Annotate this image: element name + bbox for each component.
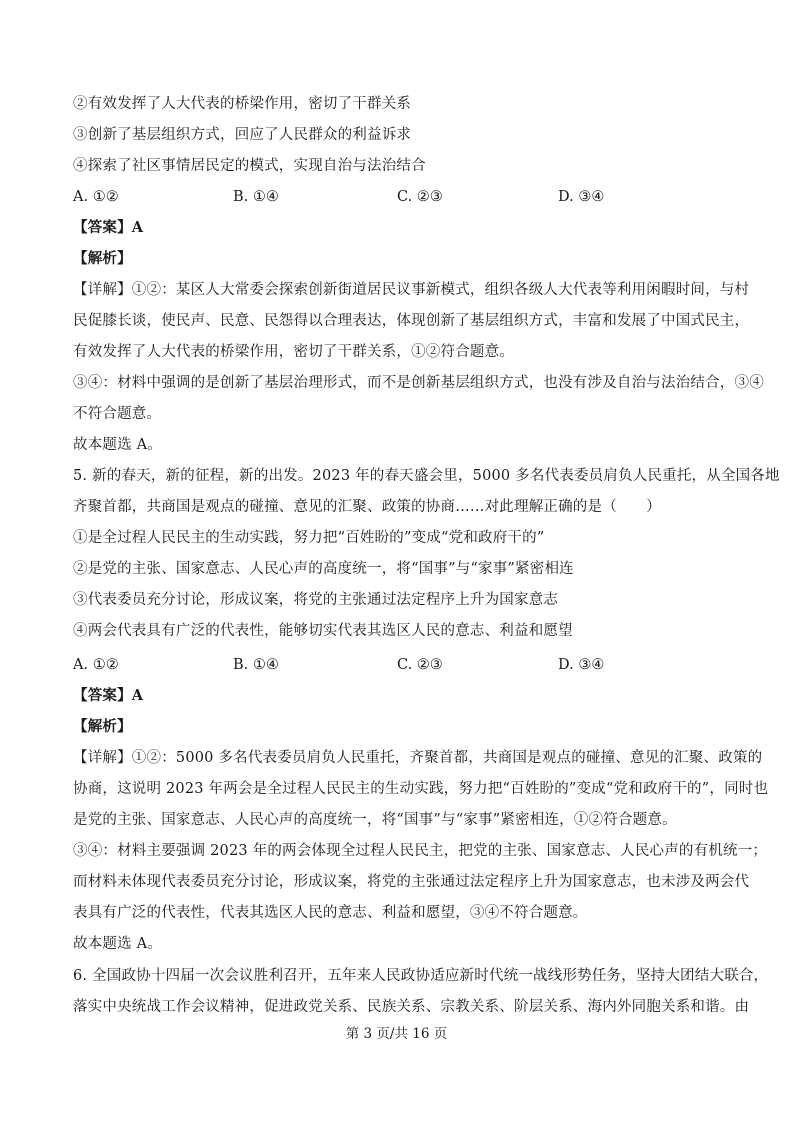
q5-detail-line: ③④：材料主要强调 2023 年的两会体现全过程人民民主，把党的主张、国家意志、人民心声的有机统一； xyxy=(73,843,768,859)
q4-detail-line: 民促膝长谈，使民声、民意、民怨得以合理表达，体现创新了基层组织方式，丰富和发展了中国式民主， xyxy=(73,313,750,329)
q5-stem-line: 5. 新的春天，新的征程，新的出发。2023 年的春天盛会里，5000 多名代表委员肩负人民重托，从全国各地 xyxy=(73,468,780,484)
q4-detail-line: 不符合题意。 xyxy=(73,406,162,422)
page-number-footer: 第 3 页/共 16 页 xyxy=(345,1026,448,1042)
q4-choice-d: D. ③④ xyxy=(558,189,605,205)
q5-option-1: ①是全过程人民民主的生动实践，努力把“百姓盼的”变成“党和政府干的” xyxy=(73,530,545,546)
q5-analysis-heading: 【解析】 xyxy=(73,718,132,735)
q5-detail-line: 是党的主张、国家意志、人民心声的高度统一，将“国事”与“家事”紧密相连，①②符合题意。 xyxy=(73,812,677,828)
q5-option-4: ④两会代表具有广泛的代表性，能够切实代表其选区人民的意志、利益和愿望 xyxy=(73,623,573,639)
q5-detail-line: 协商，这说明 2023 年两会是全过程人民民主的生动实践，努力把“百姓盼的”变成“党和政府干的”，同时也 xyxy=(73,781,769,797)
q4-choice-c: C. ②③ xyxy=(397,189,443,205)
q4-option-4: ④探索了社区事情居民定的模式，实现自治与法治结合 xyxy=(73,158,426,174)
q4-analysis-heading: 【解析】 xyxy=(73,250,132,267)
q6-stem-line: 6. 全国政协十四届一次会议胜利召开，五年来人民政协适应新时代统一战线形势任务，坚持大团结大联合， xyxy=(73,968,769,984)
q5-detail-line: 表具有广泛的代表性，代表其选区人民的意志、利益和愿望，③④不符合题意。 xyxy=(73,905,588,921)
q4-detail-line: 【详解】①②：某区人大常委会探索创新街道居民议事新模式，组织各级人大代表等利用闲暇时间，与村 xyxy=(73,282,750,298)
q4-option-3: ③创新了基层组织方式，回应了人民群众的利益诉求 xyxy=(73,127,412,143)
q4-conclusion: 故本题选 A。 xyxy=(73,437,162,453)
q4-choice-b: B. ①④ xyxy=(233,189,279,205)
q5-option-2: ②是党的主张、国家意志、人民心声的高度统一，将“国事”与“家事”紧密相连 xyxy=(73,561,574,577)
q6-stem-line: 落实中央统战工作会议精神，促进政党关系、民族关系、宗教关系、阶层关系、海内外同胞关系和谐。由 xyxy=(73,999,750,1015)
q5-choice-c: C. ②③ xyxy=(397,657,443,673)
q4-detail-line: 有效发挥了人大代表的桥梁作用，密切了干群关系，①②符合题意。 xyxy=(73,344,514,360)
q5-choice-a: A. ①② xyxy=(73,657,119,673)
q4-detail-line: ③④：材料中强调的是创新了基层治理形式，而不是创新基层组织方式，也没有涉及自治与法治结合，③④ xyxy=(73,375,764,391)
q4-option-2: ②有效发挥了人大代表的桥梁作用，密切了干群关系 xyxy=(73,96,412,112)
q5-detail-line: 【详解】①②：5000 多名代表委员肩负人民重托，齐聚首都，共商国是观点的碰撞、意见的汇聚、政策的 xyxy=(73,750,763,766)
q5-conclusion: 故本题选 A。 xyxy=(73,936,162,952)
q5-choice-d: D. ③④ xyxy=(558,657,605,673)
q5-choice-b: B. ①④ xyxy=(233,657,279,673)
q5-answer: 【答案】A xyxy=(73,687,144,704)
q4-choices xyxy=(73,187,733,207)
q4-choice-a: A. ①② xyxy=(73,189,119,205)
q5-stem-line: 齐聚首都，共商国是观点的碰撞、意见的汇聚、政策的协商……对此理解正确的是（ ） xyxy=(73,499,661,515)
q5-option-3: ③代表委员充分讨论，形成议案，将党的主张通过法定程序上升为国家意志 xyxy=(73,592,559,608)
q5-detail-line: 而材料未体现代表委员充分讨论，形成议案，将党的主张通过法定程序上升为国家意志，也未涉及两会代 xyxy=(73,874,750,890)
q4-answer: 【答案】A xyxy=(73,219,144,236)
q5-choices xyxy=(73,655,733,675)
